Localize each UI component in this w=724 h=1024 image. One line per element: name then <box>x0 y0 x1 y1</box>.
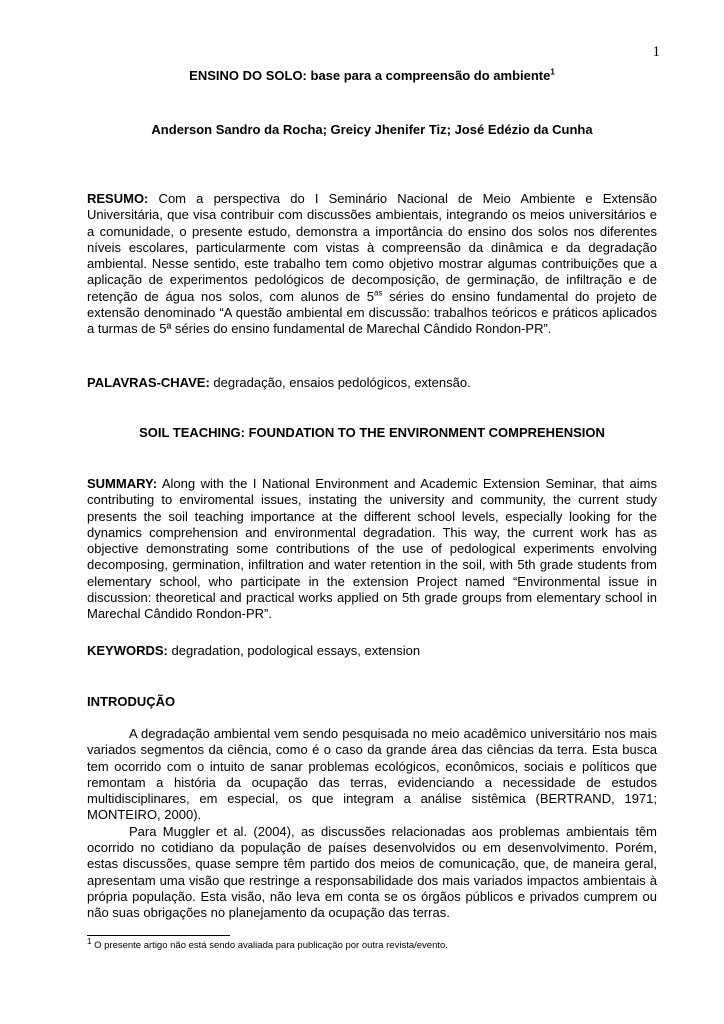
introducao-body <box>87 726 657 922</box>
palavras-chave-text: degradação, ensaios pedológicos, extensão. <box>209 375 471 390</box>
keywords-label: KEYWORDS: <box>87 643 168 658</box>
palavras-chave-label: PALAVRAS-CHAVE: <box>87 375 210 390</box>
footnote-text: O presente artigo não está sendo avaliada para publicação por outra revista/evento. <box>91 940 448 951</box>
summary-label: SUMMARY: <box>87 476 158 491</box>
keywords-block <box>87 643 657 659</box>
paper-title <box>87 68 657 83</box>
footnote <box>87 936 657 951</box>
footnote-divider <box>87 935 230 936</box>
summary-text: Along with the I National Environment and Academic Extension Seminar, that aims contributing to enviromental issues, instating the university and community, the current study presents the soil teaching importance at the different school levels, especially looking for the dynamics comprehension and environmental degradation. This way, the current work has as objective demonstrating some contributions of the use of pedological experiments envolving decomposing, germination, infiltration and water retention in the soil, with 5th grade students from elementary school, who participate in the extension Project named “Environmental issue in discussion: theoretical and practical works applied on 5th grade groups from elementary school in Marechal Cândido Rondon-PR”. <box>87 476 657 622</box>
palavras-chave-block <box>87 375 657 391</box>
footnote-mark: 1 <box>87 936 92 946</box>
introducao-heading: INTRODUÇÃO <box>87 694 176 709</box>
resumo-label: RESUMO: <box>87 191 149 206</box>
resumo-superscript: as <box>374 288 383 298</box>
paper-title-text: ENSINO DO SOLO: base para a compreensão do ambiente <box>189 68 551 83</box>
english-title: SOIL TEACHING: FOUNDATION TO THE ENVIRONMENT COMPREHENSION <box>139 425 605 440</box>
keywords-text: degradation, podological essays, extension <box>167 643 421 658</box>
resumo-text-2: séries do ensino fundamental do projeto de extensão denominado “A questão ambiental em discussão: trabalhos teóricos e práticos aplicados a turmas de 5ª séries do ensino fundamental de Marechal Cândido Rondon-PR”. <box>87 288 657 337</box>
title-footnote-mark: 1 <box>550 67 555 77</box>
summary-block <box>87 476 657 623</box>
introducao-paragraph-2: Para Muggler et al. (2004), as discussões relacionadas aos problemas ambientais têm ocorrido no cotidiano da população de países desenvolvidos ou em desenvolvimento. Porém, estas discussões, quase sempre têm partido dos meios de comunicação, que, de maneira geral, apresentam uma visão que restringe a responsabilidade dos mais variados impactos ambientais à própria população. Esta visão, não leva em conta se os órgãos públicos e privados cumprem ou não suas obrigações no planejamento da ocupação das terras. <box>87 823 657 921</box>
resumo-block <box>87 191 657 338</box>
page-number: 1 <box>652 44 660 60</box>
introducao-paragraph-1: A degradação ambiental vem sendo pesquisada no meio acadêmico universitário nos mais variados segmentos da ciência, como é o caso da grande área das ciências da terra. Esta busca tem ocorrido com o intuito de sanar problemas ecológicos, econômicos, sociais e políticos que remontam a história da ocupação das terras, evidenciando a necessidade de estudos multidisciplinares, em especial, os que integram a análise sistêmica (BERTRAND, 1971; MONTEIRO, 2000). <box>87 726 657 823</box>
authors: Anderson Sandro da Rocha; Greicy Jhenifer Tiz; José Edézio da Cunha <box>151 122 593 137</box>
resumo-text-1: Com a perspectiva do I Seminário Nacional de Meio Ambiente e Extensão Universitária, que visa contribuir com discussões ambientais, integrando os meios universitários e a comunidade, o presente estudo, demonstra a importância do ensino dos solos nos diferentes níveis escolares, particularmente com vistas à compreensão da dinâmica e da degradação ambiental. Nesse sentido, este trabalho tem como objetivo mostrar algumas contribuições que a aplicação de experimentos pedológicos de decomposição, de germinação, de infiltração e de retenção de água nos solos, com alunos de 5 <box>87 191 657 304</box>
